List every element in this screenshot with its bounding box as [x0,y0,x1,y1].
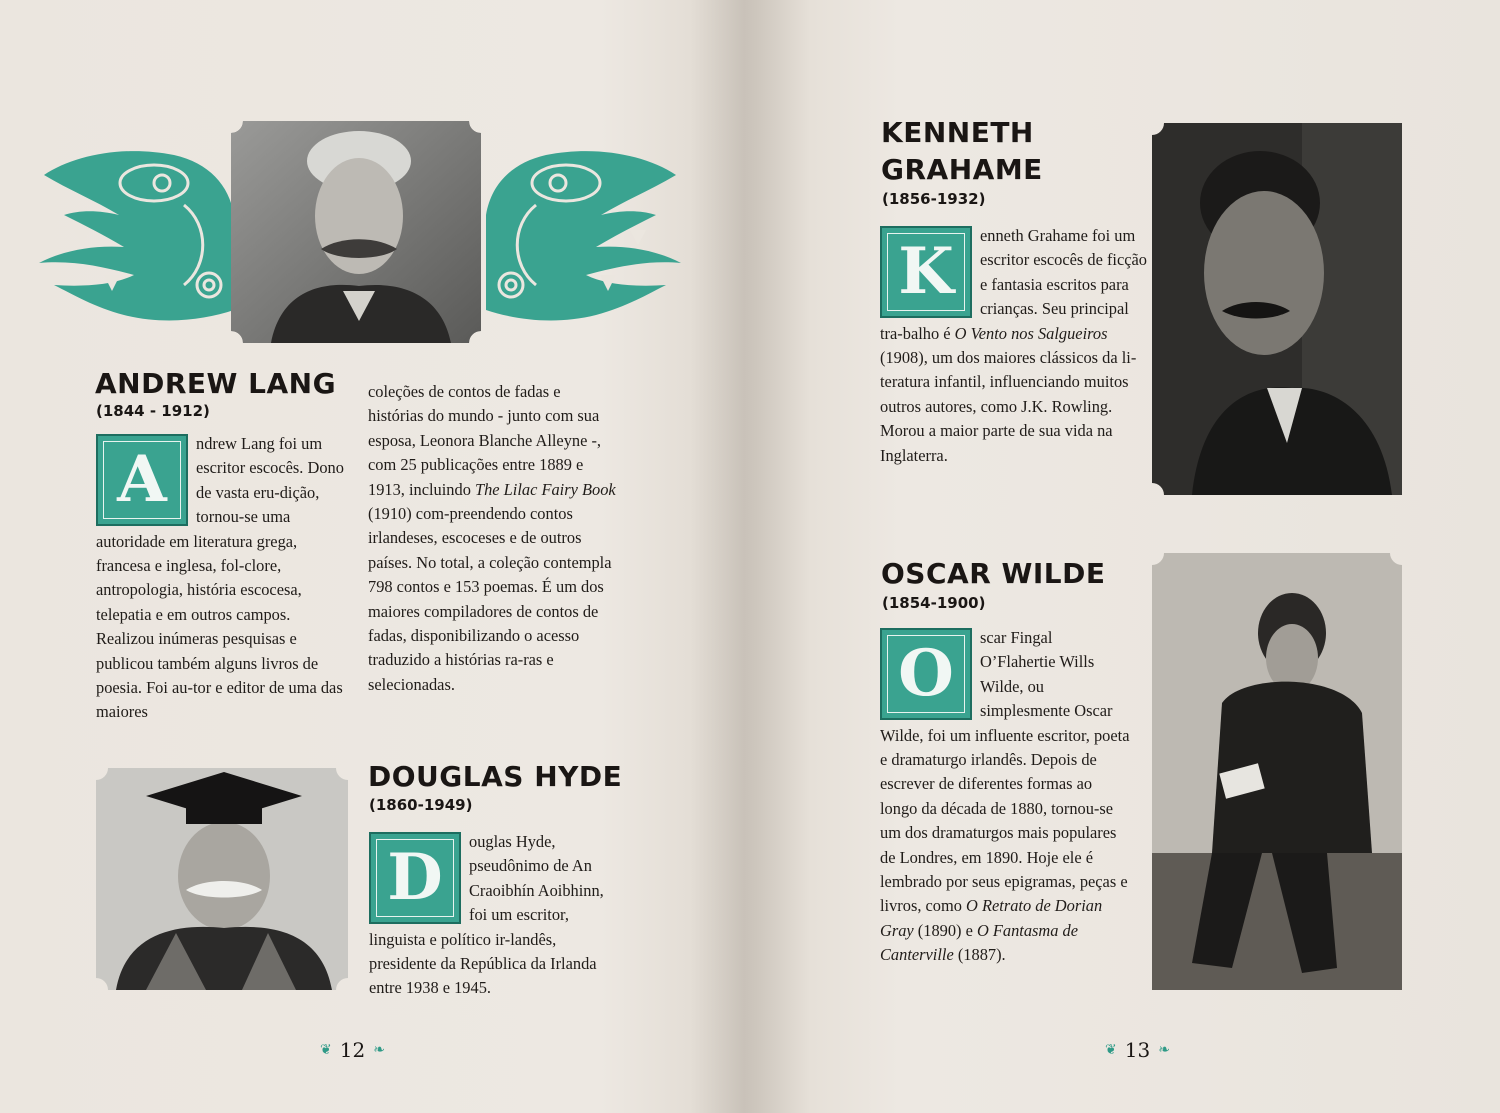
kenneth-grahame-dates: (1856-1932) [882,190,986,208]
oscar-wilde-bio: O scar Fingal O’Flahertie Wills Wilde, ou simplesmente Oscar Wilde, foi um influente escritor, poeta e dramaturgo irlandês. Depois de escrever de diferentes formas ao longo da década de 1880, tornou-se um dos dramaturgos mais populares de Londres, em 1890. Hoje ele é lembrado por seus epigramas, peças e livros, como O Retrato de Dorian Gray (1890) e O Fantasma de Canterville (1887). [880,628,1130,965]
douglas-hyde-bio: D ouglas Hyde, pseudônimo de An Craoibhín Aoibhinn, foi um escritor, linguista e político ir-landês, presidente da República da Irlanda entre 1938 e 1945. [369,832,604,998]
dropcap-d: D [369,832,461,924]
right-page [750,0,1500,1113]
oscar-wilde-name: OSCAR WILDE [881,557,1106,590]
leaf-ornament-icon: ❦ [320,1042,332,1058]
kenneth-grahame-bio: K enneth Grahame foi um escritor escocês de ficção e fantasia escritos para crianças. Seu principal tra-balho é O Vento nos Salgueiros (1908), um dos maiores clássicos da li-teratura infantil, influenciando muitos outros autores, como J.K. Rowling. Morou a maior parte de sua vida na Inglaterra. [880,226,1147,465]
dropcap-o: O [880,628,972,720]
kenneth-grahame-portrait [1152,123,1402,495]
douglas-hyde-portrait [96,768,348,990]
douglas-hyde-name: DOUGLAS HYDE [368,760,623,793]
leaf-ornament-icon: ❦ [1105,1042,1117,1058]
leaf-ornament-icon: ❧ [373,1042,385,1058]
dropcap-a: A [96,434,188,526]
andrew-lang-bio-col1: A ndrew Lang foi um escritor escocês. Dono de vasta eru-dição, tornou-se uma autoridade em literatura grega, francesa e inglesa, fol-clore, antropologia, história escocesa, telepatia e em outros campos. Realizou inúmeras pesquisas e publicou também alguns livros de poesia. Foi au-tor e editor de uma das maiores [96,434,344,722]
oscar-wilde-portrait [1152,553,1402,990]
kenneth-grahame-name-line1: KENNETH [881,116,1034,149]
dropcap-k: K [880,226,972,318]
andrew-lang-bio-col2: coleções de contos de fadas e histórias do mundo - junto com sua esposa, Leonora Blanche Alleyne -, com 25 publicações entre 1889 e 1913, incluindo The Lilac Fairy Book (1910) com-preendendo contos irlandeses, escoceses e de outros países. No total, a coleção contempla 798 contos e 153 poemas. É um dos maiores compiladores de contos de fadas, disponibilizando o acesso traduzido a histórias ra-ras e selecionadas. [368,382,616,694]
leaf-ornament-icon: ❧ [1158,1042,1170,1058]
page-number-left: ❦ 12 ❧ [320,1038,385,1062]
douglas-hyde-dates: (1860-1949) [369,796,473,814]
kenneth-grahame-name-line2: GRAHAME [881,153,1043,186]
andrew-lang-dates: (1844 - 1912) [96,402,210,420]
andrew-lang-name: ANDREW LANG [95,367,337,400]
page-number-right: ❦ 13 ❧ [1105,1038,1170,1062]
oscar-wilde-dates: (1854-1900) [882,594,986,612]
andrew-lang-portrait [231,121,481,343]
